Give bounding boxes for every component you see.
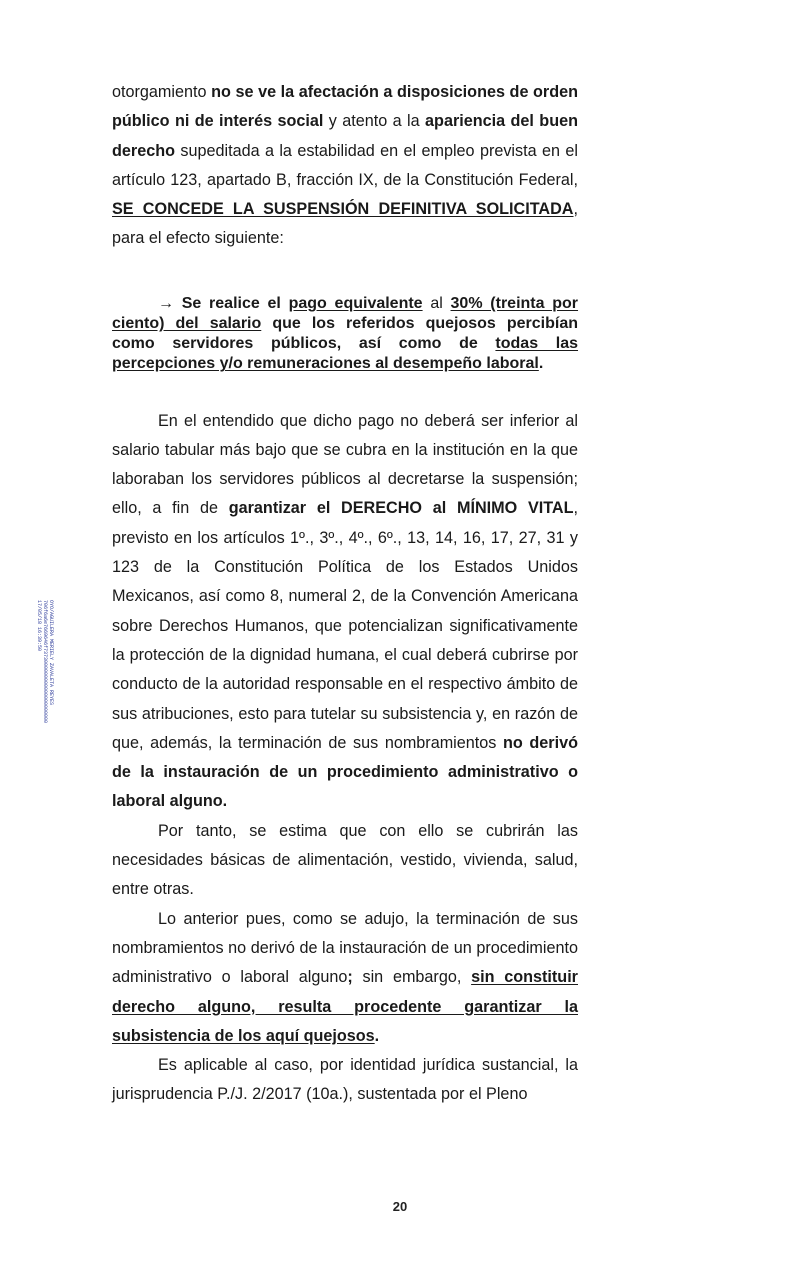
payment-effect-item xyxy=(112,294,578,375)
paragraph-minimum-vital xyxy=(112,407,578,817)
bold-text: que los referidos quejosos percibían como servidores públicos, así como de xyxy=(112,314,578,353)
stamp-line: 17/05/18 16:39:50 xyxy=(36,600,42,652)
text-run: otorgamiento xyxy=(112,83,212,101)
stamp-line: 706f6a6e7669646f7373000000000000000000000 xyxy=(42,600,48,724)
bold-underlined-text: sin constituir derecho alguno, resulta procedente garantizar la subsistencia de los aquí quejosos xyxy=(112,968,578,1045)
underlined-text: 30% (treinta por ciento) del salario xyxy=(112,294,579,332)
text-run: y atento a la xyxy=(323,112,426,131)
bold-text: no derivó de la instauración de un procedimiento administrativo o laboral alguno. xyxy=(112,733,578,811)
bold-text: Se realice el xyxy=(181,294,289,312)
electronic-signature-stamp xyxy=(34,600,54,740)
text-run: sin embargo, xyxy=(352,968,472,987)
underlined-text: todas las percepciones y/o remuneraciones al desempeño laboral xyxy=(112,335,579,373)
paragraph-subsistence xyxy=(112,905,578,1051)
bold-text: . xyxy=(374,1026,380,1045)
stamp-line: OYO/AGUILERA MERIELY ZAVALETA REYES xyxy=(48,600,54,706)
text-run: supeditada a la estabilidad en el empleo prevista en el artículo 123, apartado B, fracción IX, de la Constitución Federal, xyxy=(112,141,578,189)
bold-text: . xyxy=(538,355,544,373)
bold-text: apariencia del buen derecho xyxy=(112,112,578,160)
bold-underlined-text: SE CONCEDE LA SUSPENSIÓN DEFINITIVA SOLICITADA xyxy=(112,200,574,219)
underlined-text: pago equivalente xyxy=(288,294,423,312)
arrow-icon: → xyxy=(158,294,182,312)
text-run: En el entendido que dicho pago no deberá ser inferior al salario tabular más bajo que se cubra en la institución en la que laboraban los servidores públicos al decretarse la suspensión; ello, a fin de xyxy=(112,411,578,518)
text-run: , previsto en los artículos 1º., 3º., 4º., 6º., 13, 14, 16, 17, 27, 31 y 123 de la Constitución Política de los Estados Unidos Mexicanos, así como 8, numeral 2, de la Convención Americana sobre Derechos Humanos, que potencializan significativamente la protección de la dignidad humana, el cual deberá cubrirse por conducto de la autoridad responsable en el respectivo ámbito de sus atribuciones, esto para tutelar su subsistencia y, en razón de que, además, la terminación de sus nombramientos xyxy=(112,499,578,752)
page-number: 20 xyxy=(392,1199,408,1214)
paragraph-jurisprudence: Es aplicable al caso, por identidad jurídica sustancial, la jurisprudencia P./J. 2/2017 (10a.), sustentada por el Pleno xyxy=(112,1056,578,1104)
bold-text: garantizar el DERECHO al MÍNIMO VITAL xyxy=(228,499,574,518)
paragraph-basic-needs: Por tanto, se estima que con ello se cubrirán las necesidades básicas de alimentación, vestido, vivienda, salud, entre otras. xyxy=(112,821,578,899)
text-run: , para el efecto siguiente: xyxy=(112,200,578,248)
text-run: al xyxy=(422,294,451,312)
text-run: Lo anterior pues, como se adujo, la terminación de sus nombramientos no derivó de la instauración de un procedimiento administrativo o laboral alguno xyxy=(112,909,578,987)
bold-text: ; xyxy=(347,968,353,987)
bold-text: no se ve la afectación a disposiciones de orden público ni de interés social xyxy=(112,83,579,131)
paragraph-suspension-granted xyxy=(112,78,578,254)
document-body xyxy=(112,78,578,1110)
